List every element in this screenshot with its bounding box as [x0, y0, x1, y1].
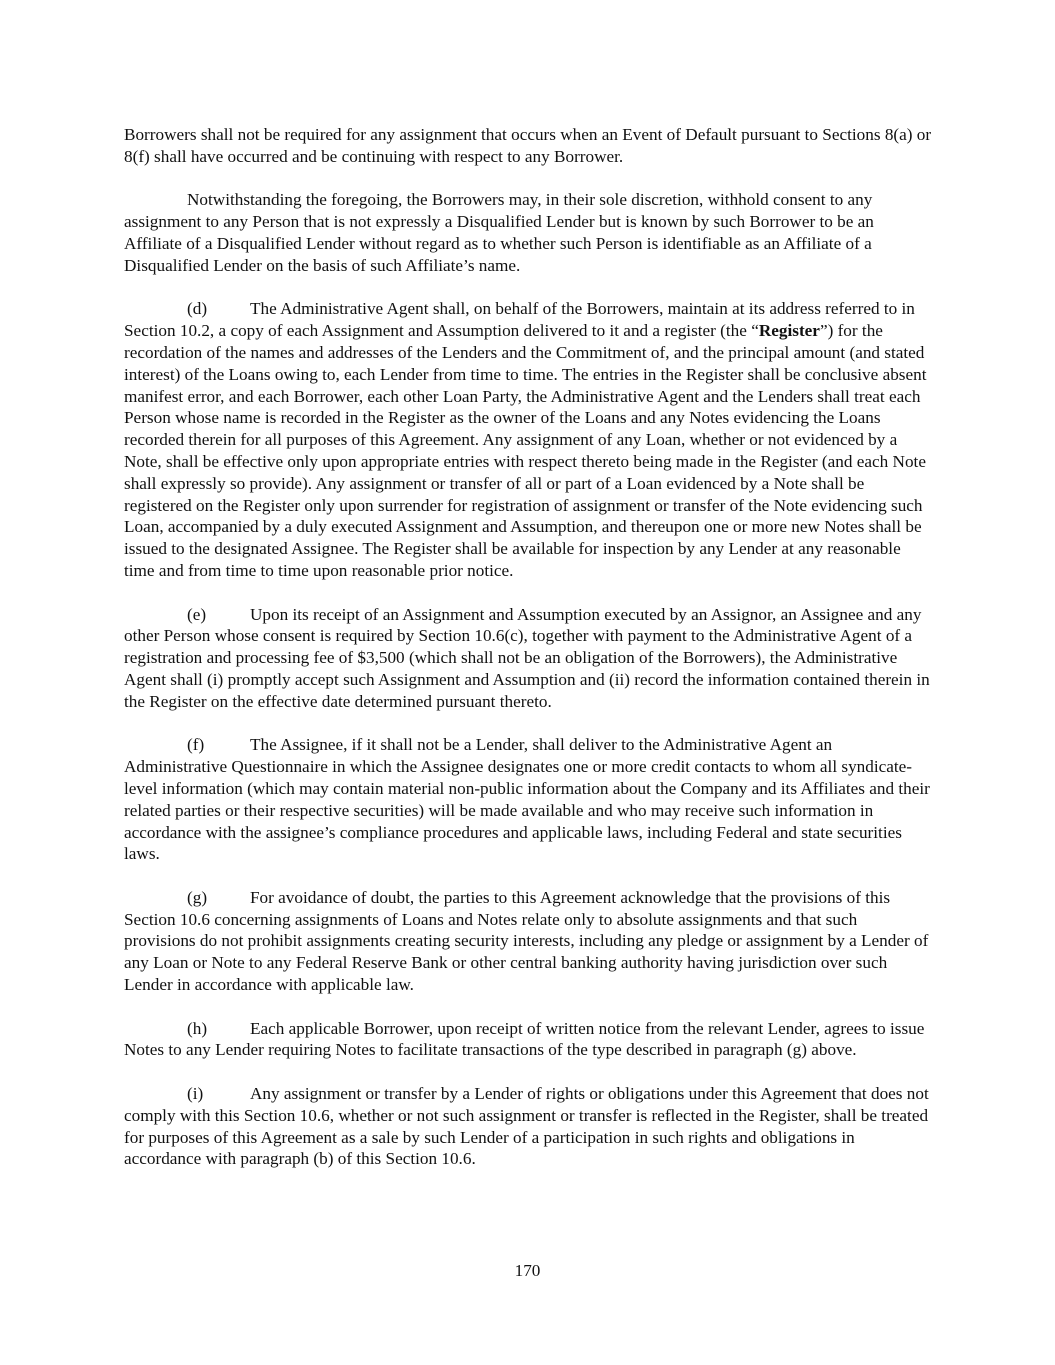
paragraph-i	[124, 1083, 932, 1170]
paragraph-f	[124, 734, 932, 865]
paragraph-label-i: (i)	[187, 1084, 204, 1104]
document-body	[124, 124, 932, 1192]
paragraph-e-text: Upon its receipt of an Assignment and Assumption executed by an Assignor, an Assignee and any other Person whose consent is required by Section 10.6(c), together with payment to the Administrative Agent of a registration and processing fee of $3,500 (which shall not be an obligation of the Borrowers), the Administrative Agent shall (i) promptly accept such Assignment and Assumption and (ii) record the information contained therein in the Register on the effective date determined pursuant thereto.	[124, 604, 930, 711]
paragraph-d-text-before: The Administrative Agent shall, on behalf of the Borrowers, maintain at its address referred to in Section 10.2, a copy of each Assignment and Assumption delivered to it and a register (the “	[124, 299, 915, 341]
paragraph-h-text: Each applicable Borrower, upon receipt of written notice from the relevant Lender, agrees to issue Notes to any Lender requiring Notes to facilitate transactions of the type described in paragraph (g) above.	[124, 1018, 925, 1060]
paragraph-label-g: (g)	[187, 887, 208, 907]
paragraph-notwithstanding: Notwithstanding the foregoing, the Borrowers may, in their sole discretion, withhold consent to any assignment to any Person that is not expressly a Disqualified Lender but is known by such Borrower to be an Affiliate of a Disqualified Lender without regard as to whether such Person is identifiable as an Affiliate of a Disqualified Lender on the basis of such Affiliate’s name.	[124, 190, 874, 275]
paragraph-label-h: (h)	[187, 1018, 208, 1038]
page-number: 170	[514, 1261, 541, 1280]
paragraph-label-d: (d)	[187, 299, 208, 319]
paragraph-e	[124, 604, 932, 713]
paragraph-i-text: Any assignment or transfer by a Lender of rights or obligations under this Agreement that does not comply with this Section 10.6, whether or not such assignment or transfer is reflected in the Register, shall be treated for purposes of this Agreement as a sale by such Lender of a participation in such rights and obligations in accordance with paragraph (b) of this Section 10.6.	[124, 1084, 929, 1169]
paragraph-d	[124, 298, 932, 581]
paragraph-f-text: The Assignee, if it shall not be a Lender, shall deliver to the Administrative Agent an Administrative Questionnaire in which the Assignee designates one or more credit contacts to whom all syndicate-level information (which may contain material non-public information about the Company and its Affiliates and their related parties or their respective securities) will be made available and who may receive such information in accordance with the assignee’s compliance procedures and applicable laws, including Federal and state securities laws.	[124, 735, 930, 864]
paragraph-g	[124, 887, 932, 996]
paragraph-label-f: (f)	[187, 735, 205, 755]
paragraph-d-text-after: ”) for the recordation of the names and addresses of the Lenders and the Commitment of, and the principal amount (and stated interest) of the Loans owing to, each Lender from time to time. The entries in the Register shall be conclusive absent manifest error, and each Borrower, each other Loan Party, the Administrative Agent and the Lenders shall treat each Person whose name is recorded in the Register as the owner of the Loans and any Notes evidencing the Loans recorded therein for all purposes of this Agreement. Any assignment of any Loan, whether or not evidenced by a Note, shall be effective only upon appropriate entries with respect thereto being made in the Register (and each Note shall expressly so provide). Any assignment or transfer of all or part of a Loan evidenced by a Note shall be registered on the Register only upon surrender for registration of assignment or transfer of the Note evidencing such Loan, accompanied by a duly executed Assignment and Assumption, and thereupon one or more new Notes shall be issued to the designated Assignee. The Register shall be available for inspection by any Lender at any reasonable time and from time to time upon reasonable prior notice.	[124, 321, 927, 580]
defined-term-register: Register	[758, 321, 820, 341]
paragraph-h	[124, 1018, 932, 1062]
paragraph-label-e: (e)	[187, 604, 207, 624]
paragraph-continuation: Borrowers shall not be required for any assignment that occurs when an Event of Default pursuant to Sections 8(a) or 8(f) shall have occurred and be continuing with respect to any Borrower.	[124, 125, 932, 166]
paragraph-g-text: For avoidance of doubt, the parties to this Agreement acknowledge that the provisions of this Section 10.6 concerning assignments of Loans and Notes relate only to absolute assignments and that such provisions do not prohibit assignments creating security interests, including any pledge or assignment by a Lender of any Loan or Note to any Federal Reserve Bank or other central banking authority having jurisdiction over such Lender in accordance with applicable law.	[124, 887, 929, 995]
